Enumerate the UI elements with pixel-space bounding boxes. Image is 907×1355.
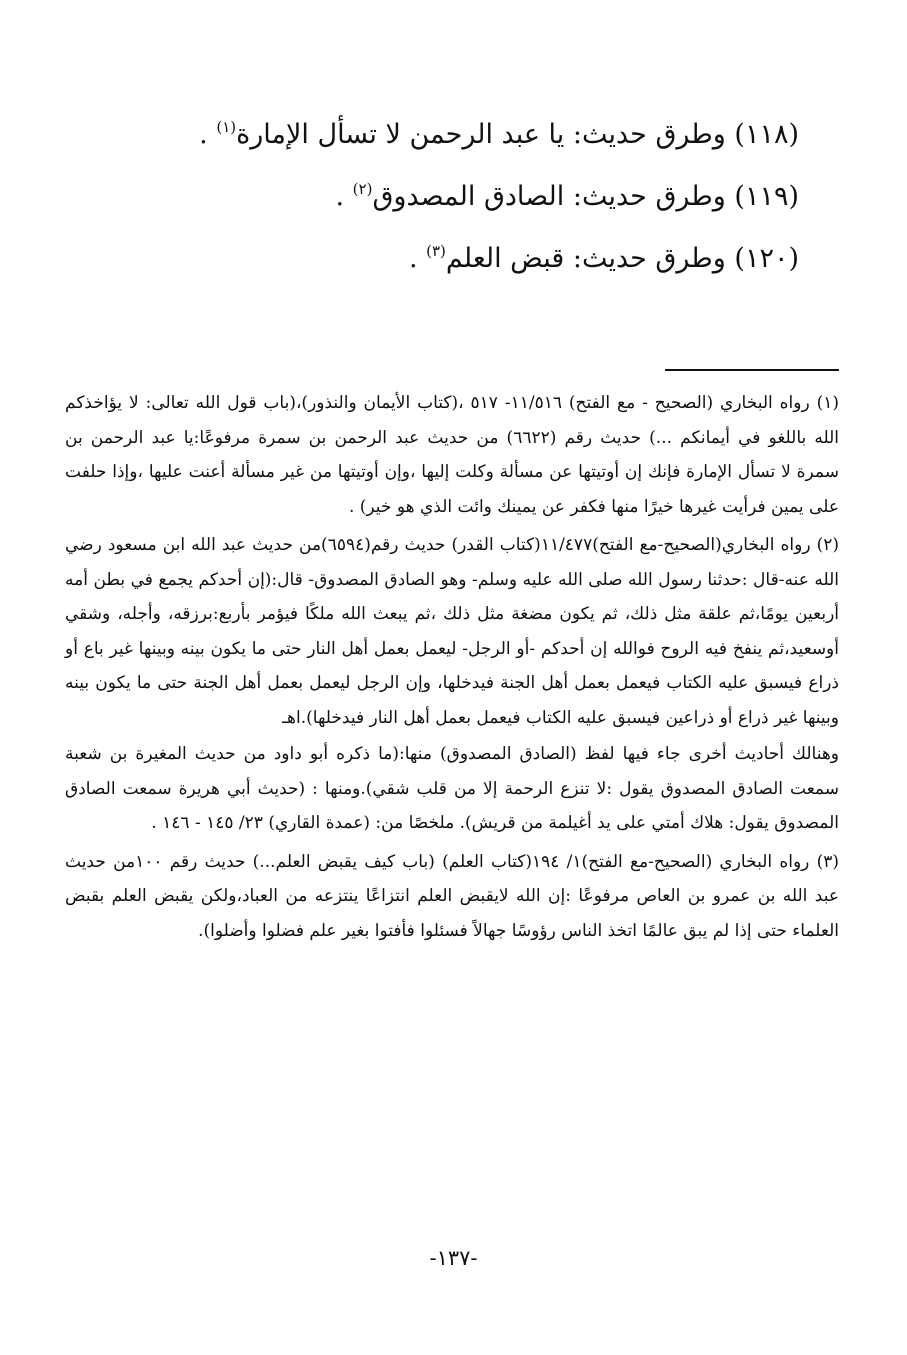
footnote-1-text: (١) رواه البخاري (الصحيح - مع الفتح) ١١/٥١٦- ٥١٧ ،(كتاب الأيمان والنذور)،(باب قول الله تعالى: لا يؤاخذكم الله باللغو في أيمانكم ...) حديث رقم (٦٦٢٢) من حديث عبد الرحمن بن سمرة مرفوعًا:يا عبد الرحمن بن سمرة لا تسأل الإمارة فإنك إن أوتيتها عن مسألة وكلت إليها ،وإن أوتيتها من غير مسألة أعنت عليها ،وإذا حلفت على يمين فرأيت غيرها خيرًا منها فكفر عن يمينك وائت الذي هو خير) . (65, 393, 840, 517)
list-item-text: (١٢٠) وطرق حديث: قبض العلم (445, 243, 799, 274)
footnotes (65, 386, 839, 952)
page-number: -١٣٧- (429, 1246, 478, 1270)
list-item-118 (159, 104, 799, 166)
footnote-2-text: (٢) رواه البخاري(الصحيح-مع الفتح)١١/٤٧٧(كتاب القدر) حديث رقم(٦٥٩٤)من حديث عبد الله ابن مسعود رضي الله عنه-قال :حدثنا رسول الله صلى الله عليه وسلم- وهو الصادق المصدوق- قال:(إن أحدكم يجمع في بطن أمه أربعين يومًا،ثم علقة مثل ذلك، ثم يكون مضغة مثل ذلك ،ثم يبعث الله ملكًا فيؤمر بأربع:برزقه، وأجله، وشقي أوسعيد،ثم ينفخ فيه الروح فوالله إن أحدكم -أو الرجل- ليعمل بعمل أهل النار حتى ما يكون بينه وبينها غير باع أو ذراع فيسبق عليه الكتاب فيعمل بعمل أهل الجنة فيدخلها، وإن الرجل ليعمل بعمل أهل الجنة حتى ما يكون بينه وبينها غير ذراع أو ذراعين فيسبق عليه الكتاب فيعمل بعمل أهل النار فيدخلها).اهـ (65, 535, 839, 728)
list-item-text: (١١٩) وطرق حديث: الصادق المصدوق (372, 181, 799, 212)
list-item-119 (159, 166, 799, 228)
footnote-ref: (١) (216, 118, 237, 136)
footnote-1 (65, 386, 839, 524)
footnote-2 (65, 528, 839, 841)
list-item-text: (١١٨) وطرق حديث: يا عبد الرحمن لا تسأل الإمارة (236, 119, 799, 150)
footnote-2-continuation: وهنالك أحاديث أخرى جاء فيها لفظ (الصادق المصدوق) منها:(ما ذكره أبو داود من حديث المغيرة بن شعبة سمعت الصادق المصدوق يقول :لا تنزع الرحمة إلا من قلب شقي).ومنها : (حديث أبي هريرة سمعت الصادق المصدوق يقول: هلاك أمتي على يد أغيلمة من قريش). ملخصًا من: (عمدة القاري) ٢٣/ ١٤٥ - ١٤٦ . (65, 744, 839, 833)
footnote-3 (65, 845, 839, 949)
list-item-end: . (335, 181, 353, 212)
list-item-end: . (199, 119, 217, 150)
footnote-3-text: (٣) رواه البخاري (الصحيح-مع الفتح)١/ ١٩٤(كتاب العلم) (باب كيف يقبض العلم...) حديث رقم ١٠٠من حديث عبد الله بن عمرو بن العاص مرفوعًا :إن الله لايقبض العلم انتزاعًا ينتزعه من العباد،ولكن يقبض العلم بقبض العلماء حتى إذا لم يبق عالمًا اتخذ الناس رؤوسًا جهالاً فسئلوا فأفتوا بغير علم فضلوا وأضلوا). (65, 851, 840, 941)
footnote-ref: (٢) (352, 180, 373, 198)
footnote-ref: (٣) (426, 242, 446, 260)
list-item-end: . (408, 243, 427, 274)
footnote-separator (665, 369, 839, 371)
main-list (159, 104, 799, 290)
list-item-120 (159, 228, 799, 290)
